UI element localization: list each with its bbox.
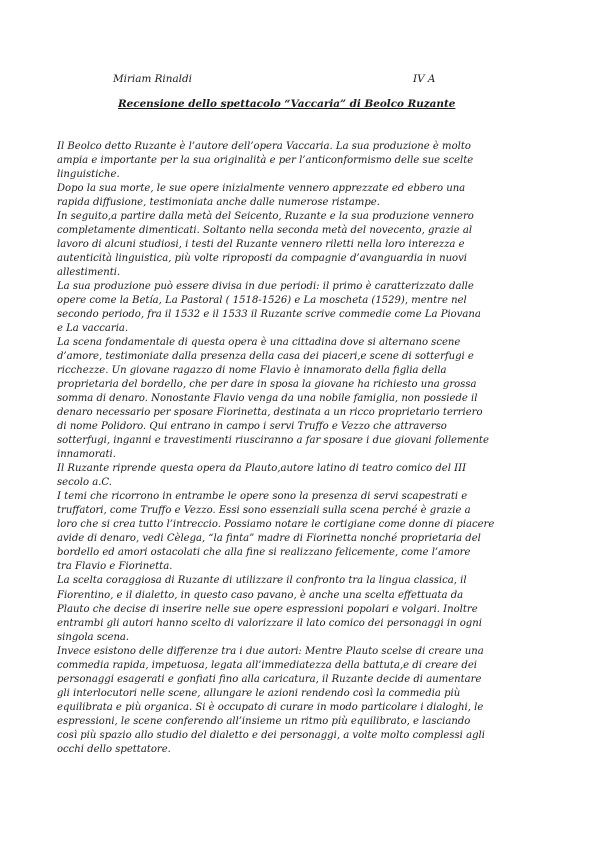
body-line: allestimenti.	[57, 267, 121, 279]
document-header	[113, 72, 513, 86]
body-line: singola scena.	[57, 631, 130, 643]
body-line: truffatori, come Truffo e Vezzo. Essi sono essenziali sulla scena perché è grazie a	[57, 505, 471, 517]
body-line: entrambi gli autori hanno scelto di valorizzare il lato comico dei personaggi in ogni	[57, 617, 482, 629]
body-line: completamente dimenticati. Soltanto nella seconda metà del novecento, grazie al	[57, 225, 473, 237]
body-line: ampia e importante per la sua originalità e per l’anticonformismo delle sue scelte	[57, 155, 474, 167]
body-line: I temi che ricorrono in entrambe le opere sono la presenza di servi scapestrati e	[57, 491, 468, 503]
body-line: rapida diffusione, testimoniata anche dalle numerose ristampe.	[57, 197, 380, 209]
body-line: Fiorentino, e il dialetto, in questo caso pavano, è anche una scelta effettuata da	[57, 589, 464, 601]
body-line: autenticità linguistica, più volte riproposti da compagnie d’avanguardia in nuovi	[57, 253, 467, 265]
body-line: loro che si crea tutto l’intreccio. Possiamo notare le cortigiane come donne di piacere	[57, 519, 495, 531]
body-line: tra Flavio e Fiorinetta.	[57, 561, 173, 573]
body-line: linguistiche.	[57, 169, 120, 181]
body-line: Il Beolco detto Ruzante è l’autore dell’opera Vaccaria. La sua produzione è molto	[57, 141, 471, 152]
body-line: Invece esistono delle differenze tra i due autori: Mentre Plauto scelse di creare una	[57, 645, 484, 657]
body-line: In seguito,a partire dalla metà del Seicento, Ruzante e la sua produzione vennero	[57, 211, 474, 223]
body-line: secolo a.C.	[57, 477, 112, 489]
body-line: equilibrata e più organica. Si è occupato di curare in modo particolare i dialoghi, le	[57, 701, 484, 713]
body-line: commedia rapida, impetuosa, legata all’immediatezza della battuta,e di creare dei	[57, 659, 478, 671]
review-body	[57, 140, 512, 757]
body-line: somma di denaro. Nonostante Flavio venga da una nobile famiglia, non possiede il	[57, 393, 478, 405]
body-line: La sua produzione può essere divisa in due periodi: il primo è caratterizzato dalle	[57, 281, 474, 293]
body-line: ricchezze. Un giovane ragazzo di nome Flavio è innamorato della figlia della	[57, 365, 447, 377]
body-line: Il Ruzante riprende questa opera da Plauto,autore latino di teatro comico del III	[57, 463, 467, 475]
body-line: gli interlocutori nelle scene, allungare le azioni rendendo così la commedia più	[57, 687, 461, 699]
body-line: espressioni, le scene conferendo all’insieme un ritmo più equilibrato, e lasciando	[57, 715, 471, 727]
body-line: secondo periodo, fra il 1532 e il 1533 il Ruzante scrive commedie come La Piovana	[57, 309, 481, 321]
body-line: avide di denaro, vedi Cèlega, “la finta” madre di Fiorinetta nonché proprietaria del	[57, 533, 481, 545]
body-line: La scena fondamentale di questa opera è una cittadina dove si alternano scene	[57, 337, 461, 349]
body-line: proprietaria del bordello, che per dare in sposa la giovane ha richiesto una grossa	[57, 379, 477, 391]
body-line: di nome Polidoro. Qui entrano in campo i servi Truffo e Vezzo che attraverso	[57, 421, 447, 433]
body-line: opere come la Betía, La Pastoral ( 1518-1526) e La moscheta (1529), mentre nel	[57, 295, 467, 307]
document-title: Recensione dello spettacolo “Vaccaria” di Beolco Ruzante	[118, 98, 456, 110]
body-line: e La vaccaria.	[57, 323, 129, 335]
body-line: lavoro di alcuni studiosi, i testi del Ruzante vennero riletti nella loro interezza e	[57, 239, 465, 251]
body-line: d’amore, testimoniate dalla presenza della casa dei piaceri,e scene di sotterfugi e	[57, 351, 474, 363]
body-line: occhi dello spettatore.	[57, 743, 171, 755]
body-line: sotterfugi, inganni e travestimenti riusciranno a far sposare i due giovani follemente	[57, 435, 489, 447]
body-line: personaggi esagerati e gonfiati fino alla caricatura, il Ruzante decide di aumentare	[57, 673, 482, 685]
body-line: Plauto che decise di inserire nelle sue opere espressioni popolari e volgari. Inoltre	[57, 603, 478, 615]
body-line: Dopo la sua morte, le sue opere inizialmente vennero apprezzate ed ebbero una	[57, 183, 466, 195]
body-line: La scelta coraggiosa di Ruzante di utilizzare il confronto tra la lingua classica, il	[57, 575, 467, 587]
class-label: IV A	[413, 73, 436, 85]
author-name: Miriam Rinaldi	[113, 73, 192, 85]
body-line: così più spazio allo studio del dialetto e dei personaggi, a volte molto complessi agli	[57, 729, 485, 741]
body-line: bordello ed amori ostacolati che alla fine si realizzano felicemente, come l’amore	[57, 547, 471, 559]
body-line: denaro necessario per sposare Fiorinetta, destinata a un ricco proprietario terriero	[57, 407, 483, 419]
body-line: innamorati.	[57, 449, 116, 461]
